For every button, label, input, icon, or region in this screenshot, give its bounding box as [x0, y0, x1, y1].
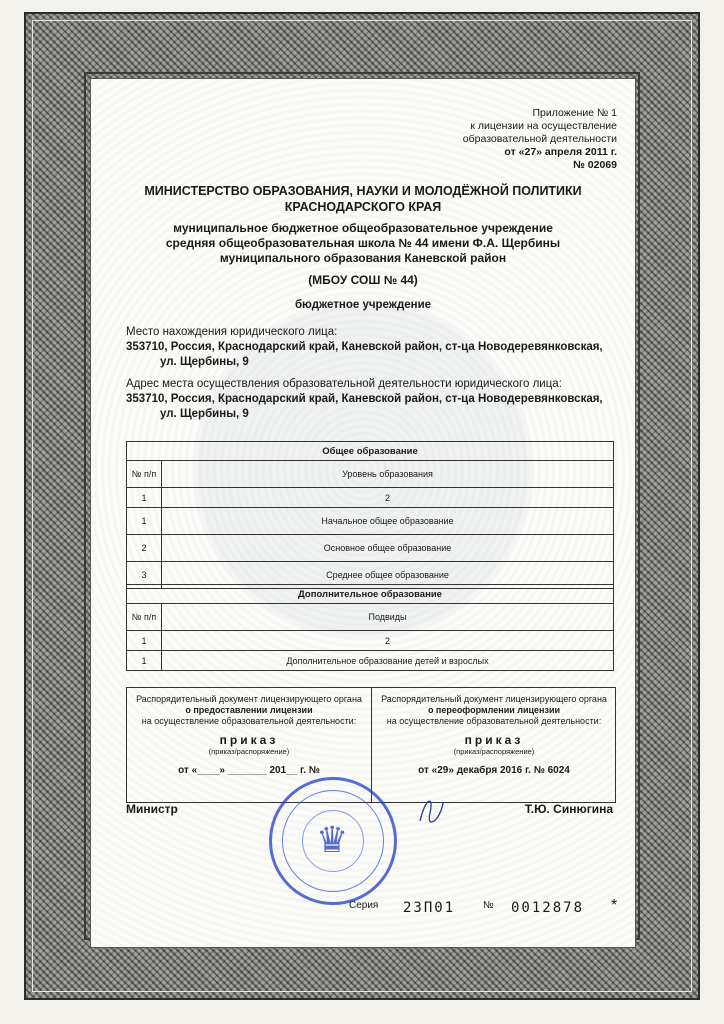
issuance-doc-line2: о предоставлении лицензии: [185, 705, 313, 715]
appendix-number: № 02069: [573, 159, 617, 171]
row-num: 1: [127, 651, 162, 671]
table-row: [127, 535, 614, 562]
ministry-title: [91, 183, 635, 215]
asterisk-mark: *: [611, 897, 618, 914]
row-level: Начальное общее образование: [162, 508, 614, 535]
ministry-line1: МИНИСТЕРСТВО ОБРАЗОВАНИЯ, НАУКИ И МОЛОДЁЖНОЙ ПОЛИТИКИ: [144, 184, 582, 198]
additional-education-title: Дополнительное образование: [127, 585, 614, 604]
signatory-name: Т.Ю. Синюгина: [524, 802, 613, 816]
col-num-header: № п/п: [127, 461, 162, 488]
legal-address-block: [126, 325, 603, 370]
row-kind: Дополнительное образование детей и взрослых: [162, 651, 614, 671]
reissuance-doc-line2: о переоформлении лицензии: [427, 705, 561, 715]
col-level-header: Уровень образования: [162, 461, 614, 488]
serial-number: [511, 900, 584, 916]
signatory-title: Министр: [126, 802, 178, 816]
activity-address-block: [126, 377, 603, 422]
index-cell: 2: [162, 488, 614, 508]
row-num: 1: [127, 508, 162, 535]
general-education-table: [126, 441, 614, 589]
reissuance-doc-line1: Распорядительный документ лицензирующего органа: [381, 694, 607, 704]
reissuance-document: [371, 688, 616, 802]
serial-label: Серия: [349, 900, 379, 911]
index-cell: 2: [162, 631, 614, 651]
appendix-line3: образовательной деятельности: [462, 133, 617, 145]
issuance-doc-type-caption: (приказ/распоряжение): [208, 747, 290, 756]
appendix-line1: Приложение № 1: [532, 107, 617, 119]
issuance-doc-line3: на осуществление образовательной деятельности:: [141, 716, 357, 726]
issuance-doc-type: приказ: [219, 733, 279, 747]
activity-address-line2: ул. Щербины, 9: [160, 408, 249, 420]
series-value: 23П01: [403, 900, 456, 916]
official-seal-stamp: [269, 777, 397, 905]
serial-series: [403, 900, 455, 916]
table-row: [127, 651, 614, 671]
appendix-line2: к лицензии на осуществление: [470, 120, 617, 132]
ministry-line2: КРАСНОДАРСКОГО КРАЯ: [284, 200, 442, 214]
reissuance-doc-type: приказ: [464, 733, 524, 747]
reissuance-doc-date: от «29» декабря 2016 г. № 6024: [418, 765, 570, 776]
row-level: Основное общее образование: [162, 535, 614, 562]
legal-address-line2: ул. Щербины, 9: [160, 356, 249, 368]
issuance-doc-date: от «____» _______ 201__ г. №: [178, 765, 320, 776]
reissuance-doc-type-caption: (приказ/распоряжение): [453, 747, 535, 756]
index-cell: 1: [127, 631, 162, 651]
row-num: 2: [127, 535, 162, 562]
coat-of-arms-icon: ♛: [316, 819, 349, 860]
license-appendix-document: [90, 78, 636, 948]
general-education-title: Общее образование: [127, 442, 614, 461]
handwritten-signature: [416, 791, 446, 831]
legal-address-label: Место нахождения юридического лица:: [126, 326, 338, 338]
table-row: [127, 508, 614, 535]
org-type: бюджетное учреждение: [294, 299, 432, 311]
issuance-doc-line1: Распорядительный документ лицензирующего органа: [136, 694, 362, 704]
reissuance-doc-line3: на осуществление образовательной деятельности:: [386, 716, 602, 726]
number-label: №: [483, 900, 494, 911]
organization-name: [91, 221, 635, 266]
org-line2: средняя общеобразовательная школа № 44 имени Ф.А. Щербины: [165, 236, 561, 250]
row-level: Среднее общее образование: [162, 562, 614, 589]
activity-address-line1: 353710, Россия, Краснодарский край, Каневской район, ст-ца Новодеревянковская,: [126, 393, 603, 405]
appendix-header: [463, 107, 617, 172]
col-num-header: № п/п: [127, 604, 162, 631]
activity-address-label: Адрес места осуществления образовательной деятельности юридического лица:: [126, 378, 562, 390]
col-kind-header: Подвиды: [162, 604, 614, 631]
legal-address-line1: 353710, Россия, Краснодарский край, Каневской район, ст-ца Новодеревянковская,: [126, 341, 603, 353]
index-cell: 1: [127, 488, 162, 508]
org-short-name: (МБОУ СОШ № 44): [308, 273, 418, 287]
org-line1: муниципальное бюджетное общеобразовательное учреждение: [173, 221, 553, 235]
number-value: 0012878: [511, 900, 585, 916]
appendix-date: от «27» апреля 2011 г.: [504, 146, 617, 158]
additional-education-table: [126, 584, 614, 671]
org-line3: муниципального образования Каневской район: [219, 251, 507, 265]
administrative-documents-box: [126, 687, 616, 803]
row-num: 3: [127, 562, 162, 589]
